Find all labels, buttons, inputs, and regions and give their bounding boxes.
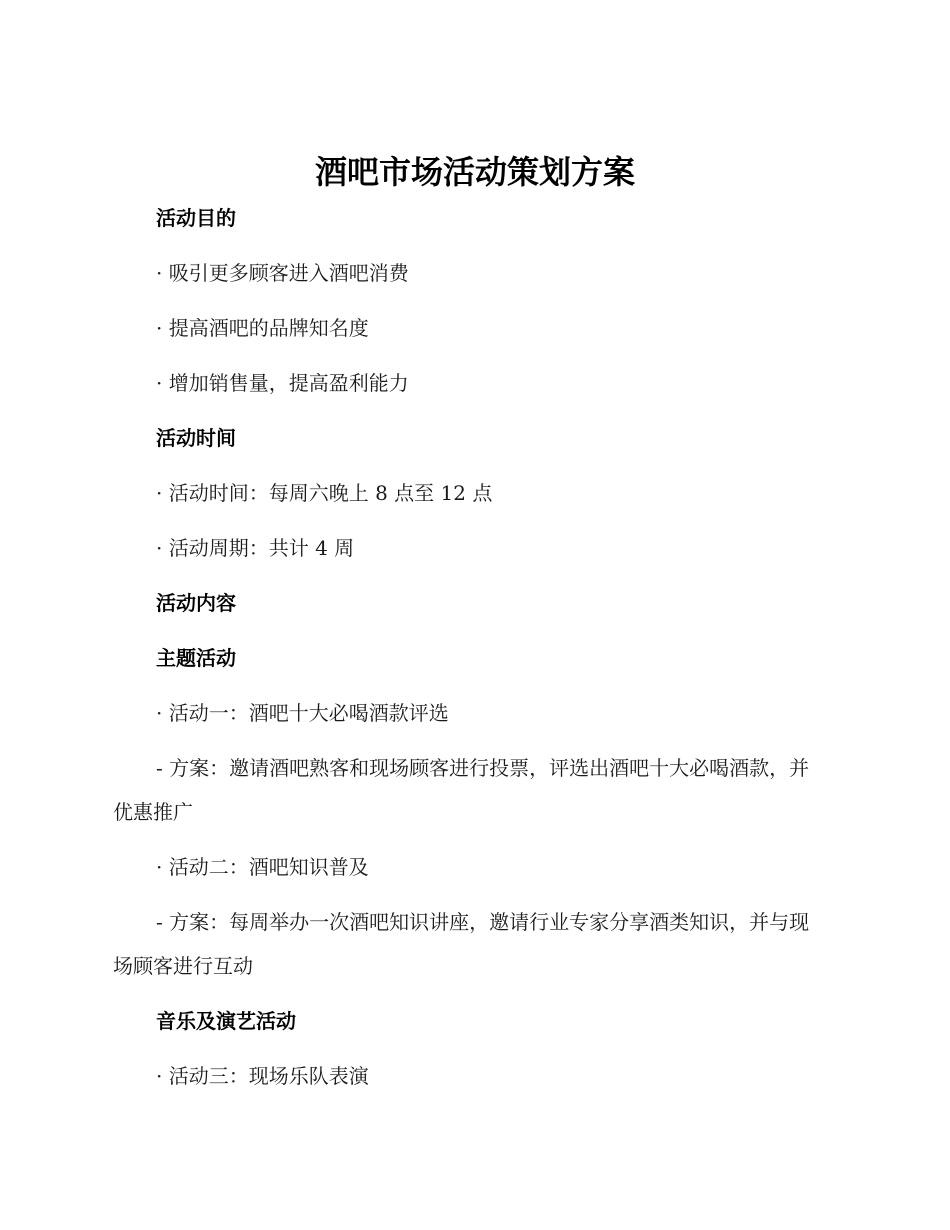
bullet-item: · 活动时间：每周六晚上 8 点至 12 点 xyxy=(156,481,493,505)
bullet-item: · 活动三：现场乐队表演 xyxy=(156,1064,369,1088)
subsection-heading-theme: 主题活动 xyxy=(156,646,236,670)
document-body xyxy=(113,201,825,1114)
bullet-item: · 活动周期：共计 4 周 xyxy=(156,536,355,560)
document-title: 酒吧市场活动策划方案 xyxy=(314,153,635,191)
bullet-item: · 活动二：酒吧知识普及 xyxy=(156,855,369,879)
bullet-item: · 活动一：酒吧十大必喝酒款评选 xyxy=(156,701,449,725)
plan-paragraph: - 方案：每周举办一次酒吧知识讲座，邀请行业专家分享酒类知识，并与现场顾客进行互动 xyxy=(113,910,810,978)
section-heading-time: 活动时间 xyxy=(156,426,236,450)
section-heading-purpose: 活动目的 xyxy=(156,206,236,230)
bullet-item: · 提高酒吧的品牌知名度 xyxy=(156,316,369,340)
bullet-item: · 增加销售量，提高盈利能力 xyxy=(156,371,409,395)
bullet-item: · 吸引更多顾客进入酒吧消费 xyxy=(156,261,409,285)
plan-paragraph: - 方案：邀请酒吧熟客和现场顾客进行投票，评选出酒吧十大必喝酒款，并优惠推广 xyxy=(113,756,810,824)
section-heading-content: 活动内容 xyxy=(156,591,236,615)
subsection-heading-music: 音乐及演艺活动 xyxy=(156,1009,296,1033)
